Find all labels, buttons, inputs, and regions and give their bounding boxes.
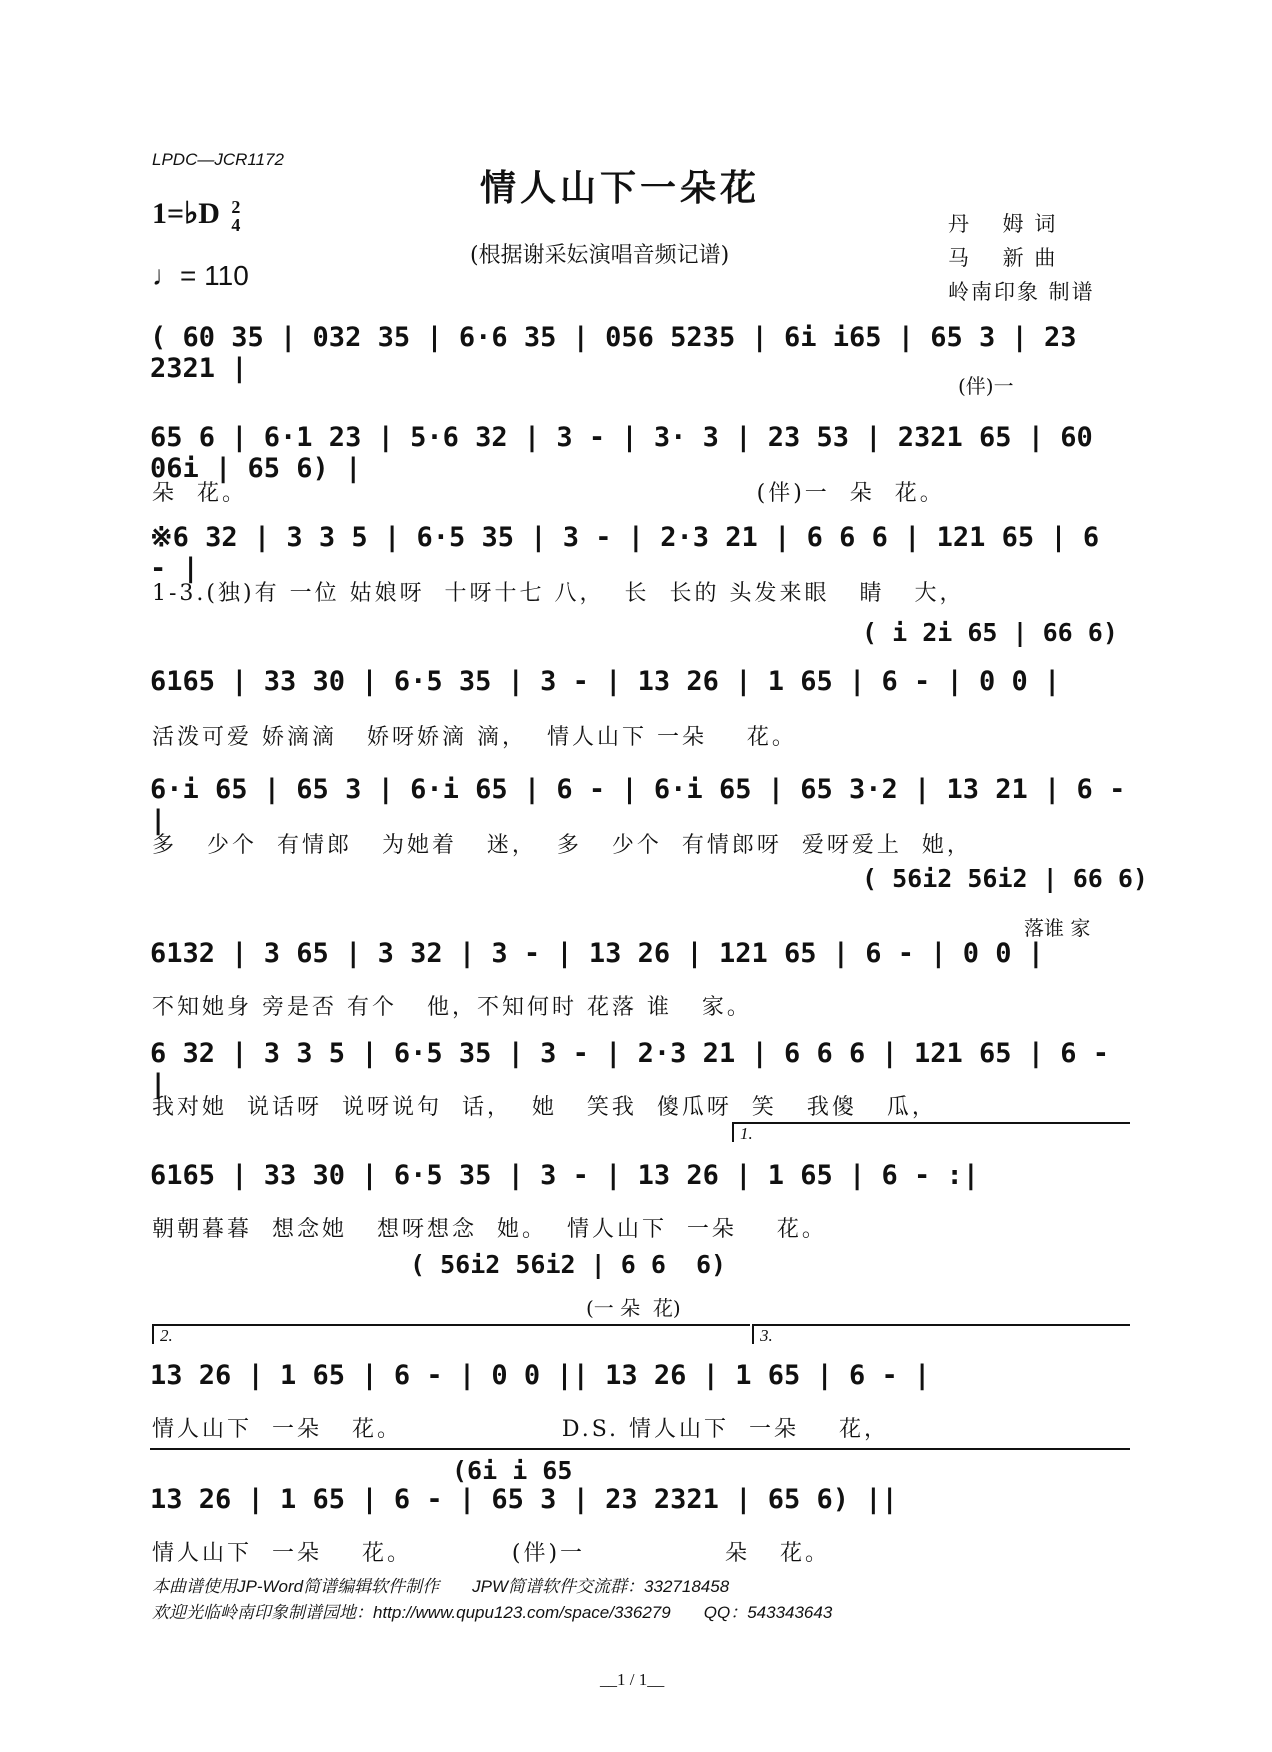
key-signature [152,196,240,234]
lyric-row-6: 不知她身 旁是否 有个 他，不知何时 花落 谁 家。 [152,995,752,1020]
accompaniment-label-1: (伴)一 [958,374,1014,398]
lyric-row-9: 情人山下 一朵 花。 D.S. 情人山下 一朵 花， [152,1417,889,1442]
time-top: 2 [231,197,241,218]
footer-website-note: 欢迎光临岭南印象制谱园地：http://www.qupu123.com/space/336279 QQ：543343643 [152,1603,833,1622]
key-text: 1=♭D [152,197,220,230]
lyricist-credit: 丹 姆 词 [948,212,1058,236]
accompaniment-row-8: ( 56i2 56i2 | 6 6 6) [410,1250,727,1279]
accompaniment-row-3: ( i 2i 65 | 66 6) [862,618,1118,647]
notation-row-4: 6165 | 33 30 | 6·5 35 | 3 - | 13 26 | 1 65 | 6 - | 0 0 | [150,666,1061,697]
volta-bracket-3: 3. [752,1324,1130,1344]
lyric-row-10: 情人山下 一朵 花。 (伴)一 朵 花。 [152,1541,830,1566]
lyric-fragment-6: 落谁 家 [1024,916,1091,940]
accompaniment-row-5: ( 56i2 56i2 | 66 6) [862,864,1148,893]
notation-row-7: 6 32 | 3 3 5 | 6·5 35 | 3 - | 2·3 21 | 6 6 6 | 121 65 | 6 - | [150,1038,1110,1100]
notation-row-5: 6·i 65 | 65 3 | 6·i 65 | 6 - | 6·i 65 | 65 3·2 | 13 21 | 6 - | [150,774,1126,836]
song-subtitle: (根据谢采妘演唱音频记谱) [470,243,730,268]
notation-row-3: ※6 32 | 3 3 5 | 6·5 35 | 3 - | 2·3 21 | 6 6 6 | 121 65 | 6 - | [150,522,1100,584]
page-number: __1 / 1__ [600,1670,665,1689]
notation-row-10: 13 26 | 1 65 | 6 - | 65 3 | 23 2321 | 65 6) || [150,1484,898,1515]
footer-software-note: 本曲谱使用JP-Word简谱编辑软件制作 JPW简谱软件交流群：332718458 [152,1577,730,1596]
notation-row-6: 6132 | 3 65 | 3 32 | 3 - | 13 26 | 121 65 | 6 - | 0 0 | [150,938,1045,969]
notation-row-9: 13 26 | 1 65 | 6 - | 0 0 || 13 26 | 1 65 | 6 - | [150,1360,931,1391]
tempo-marking: ♩= 110 [152,260,249,291]
volta-bracket-2: 2. [152,1324,750,1344]
time-signature [231,198,240,234]
lyric-row-4: 活泼可爱 娇滴滴 娇呀娇滴 滴， 情人山下 一朵 花。 [152,725,797,750]
arranger-credit: 岭南印象 制谱 [948,280,1095,304]
notation-row-8: 6165 | 33 30 | 6·5 35 | 3 - | 13 26 | 1 65 | 6 - :| [150,1160,980,1191]
volta-bracket-1: 1. [732,1122,1130,1142]
lyric-row-3: 1-3.(独)有 一位 姑娘呀 十呀十七 八， 长 长的 头发来眼 睛 大， [152,581,965,606]
lyric-row-5: 多 少个 有情郎 为她着 迷， 多 少个 有情郎呀 爱呀爱上 她， [152,833,972,858]
score-code: LPDC—JCR1172 [152,150,284,169]
ending-bracket-line [150,1448,1130,1451]
time-bottom: 4 [231,215,241,236]
song-title: 情人山下一朵花 [480,167,761,209]
lyric-row-2: 朵 花。 (伴)一 朵 花。 [152,481,945,506]
notation-row-2: 65 6 | 6·1 23 | 5·6 32 | 3 - | 3· 3 | 23 53 | 2321 65 | 60 06i | 65 6) | [150,422,1093,484]
lyric-row-8: 朝朝暮暮 想念她 想呀想念 她。 情人山下 一朵 花。 [152,1217,827,1242]
lyric-row-7: 我对她 说话呀 说呀说句 话， 她 笑我 傻瓜呀 笑 我傻 瓜， [152,1095,937,1120]
accompaniment-row-10: (6i i 65 [452,1456,573,1485]
accompaniment-lyric-8: (一 朵 花) [586,1296,681,1320]
composer-credit: 马 新 曲 [948,246,1058,270]
notation-row-1: ( 60 35 | 032 35 | 6·6 35 | 056 5235 | 6i i65 | 65 3 | 23 2321 | [150,322,1077,384]
